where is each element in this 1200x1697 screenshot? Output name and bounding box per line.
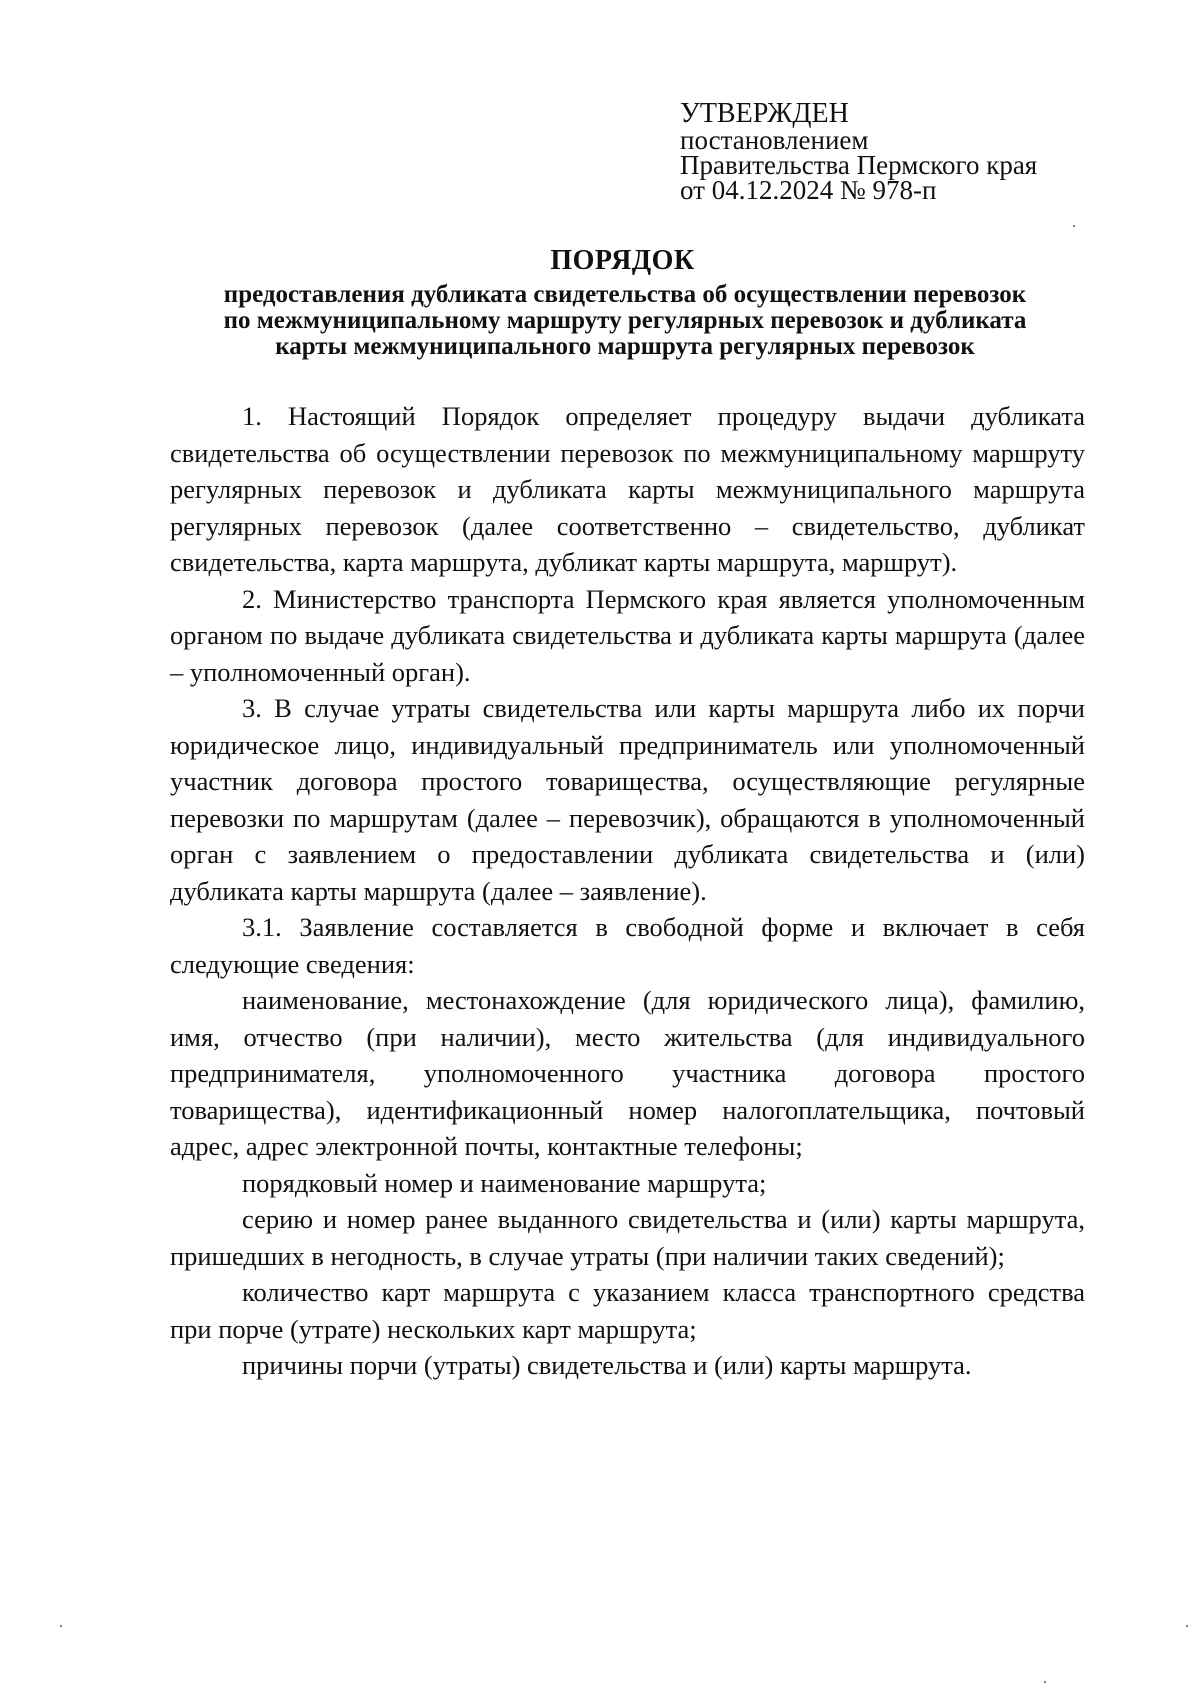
paragraph-3: 3. В случае утраты свидетельства или карты маршрута либо их порчи юридическое лицо, индивидуальный предприниматель или уполномоченный участник договора простого товарищества, осуществляющие регулярные перевозки по маршрутам (далее – перевозчик), обращаются в уполномоченный орган с заявлением о предоставлении дубликата свидетельства и (или) дубликата карты маршрута (далее – заявление). xyxy=(170,693,1085,906)
list-item-route-number: порядковый номер и наименование маршрута; xyxy=(242,1167,767,1198)
list-item-certificate-series: серию и номер ранее выданного свидетельства и (или) карты маршрута, пришедших в негодность, в случае утраты (при наличии таких сведений); xyxy=(170,1204,1085,1271)
approval-date-number: от 04.12.2024 № 978-п xyxy=(680,175,937,205)
list-item-reasons: причины порчи (утраты) свидетельства и (или) карты маршрута. xyxy=(242,1350,972,1380)
paragraph-3-1: 3.1. Заявление составляется в свободной форме и включает в себя следующие сведения: xyxy=(170,912,1085,979)
approval-stamp-block xyxy=(680,100,1037,203)
subtitle-line: карты межмуниципального маршрута регулярных перевозок xyxy=(275,333,975,360)
list-item-card-count: количество карт маршрута с указанием класса транспортного средства при порче (утрате) нескольких карт маршрута; xyxy=(170,1277,1085,1344)
scan-speck xyxy=(60,1625,62,1627)
scan-speck xyxy=(1073,225,1075,227)
approval-line: Правительства Пермского края xyxy=(680,150,1038,180)
subtitle-line: предоставления дубликата свидетельства об осуществлении перевозок xyxy=(223,281,1027,308)
list-item-applicant-details: наименование, местонахождение (для юридического лица), фамилию, имя, отчество (при наличии), место жительства (для индивидуального предпринимателя, уполномоченного участника договора простого товарищества), идентификационный номер налогоплательщика, почтовый адрес, адрес электронной почты, контактные телефоны; xyxy=(170,985,1085,1161)
paragraph-2: 2. Министерство транспорта Пермского края является уполномоченным органом по выдаче дубликата свидетельства и дубликата карты маршрута (далее – уполномоченный орган). xyxy=(170,583,1085,687)
approval-line: постановлением xyxy=(680,125,869,155)
scan-speck xyxy=(1044,1681,1046,1683)
document-title: ПОРЯДОК xyxy=(550,245,695,276)
approval-title: УТВЕРЖДЕН xyxy=(680,98,849,129)
scan-speck xyxy=(1186,1625,1188,1627)
document-body xyxy=(170,398,1085,1384)
paragraph-1: 1. Настоящий Порядок определяет процедуру выдачи дубликата свидетельства об осуществлении перевозок по межмуниципальному маршруту регулярных перевозок и дубликата карты межмуниципального маршрута регулярных перевозок (далее соответственно – свидетельство, дубликат свидетельства, карта маршрута, дубликат карты маршрута, маршрут). xyxy=(170,401,1085,577)
subtitle-line: по межмуниципальному маршруту регулярных перевозок и дубликата xyxy=(223,307,1027,334)
document-subtitle xyxy=(170,282,1080,360)
